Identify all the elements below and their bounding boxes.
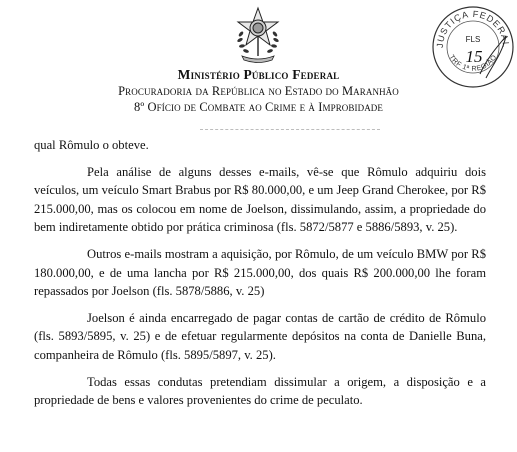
document-body: [34, 136, 486, 410]
stamp-label: FLS: [465, 35, 481, 44]
paragraph-3: Joelson é ainda encarregado de pagar contas de cartão de crédito de Rômulo (fls. 5893/5895, v. 25) e de efetuar regularmente depósitos na conta de Danielle Buna, companheira de Rômulo (fls. 5895/5897, v. 25).: [34, 310, 486, 362]
paragraph-1: Pela análise de alguns desses e-mails, vê-se que Rômulo adquiriu dois veículos, um veículo Smart Brabus por R$ 80.000,00, e um Jeep Grand Cherokee, por R$ 215.000,00, mas os colocou em nome de Joelson, dissimulando, assim, a propriedade do bem indiretamente obtido por prática criminosa (fls. 5872/5877 e 5886/5893, v. 25).: [34, 164, 486, 235]
court-page-stamp: [430, 4, 516, 90]
stamp-page-number: 15: [465, 47, 483, 66]
scan-artifact-line: [200, 129, 380, 130]
paragraph-4: Todas essas condutas pretendiam dissimular a origem, a disposição e a propriedade de bens e valores provenientes do crime de peculato.: [34, 374, 486, 408]
institution-name: Ministério Público Federal: [177, 67, 340, 82]
office-name: Procuradoria da República no Estado do Maranhão: [118, 84, 399, 98]
stamp-top-text: JUSTIÇA FEDERAL: [434, 8, 512, 49]
stamp-bottom-text: TRF 1ª REGIÃO: [447, 53, 499, 73]
brazil-coat-of-arms-icon: [232, 4, 284, 64]
paragraph-2: Outros e-mails mostram a aquisição, por Rômulo, de um veículo BMW por R$ 180.000,00, e de uma lancha por R$ 215.000,00, dos quais R$ 200.000,00 lhe foram repassados por Joelson (fls. 5878/5886, v. 25): [34, 246, 486, 299]
unit-name: 8º Ofício de Combate ao Crime e à Improbidade: [134, 100, 383, 114]
paragraph-0: qual Rômulo o obteve.: [34, 138, 149, 152]
